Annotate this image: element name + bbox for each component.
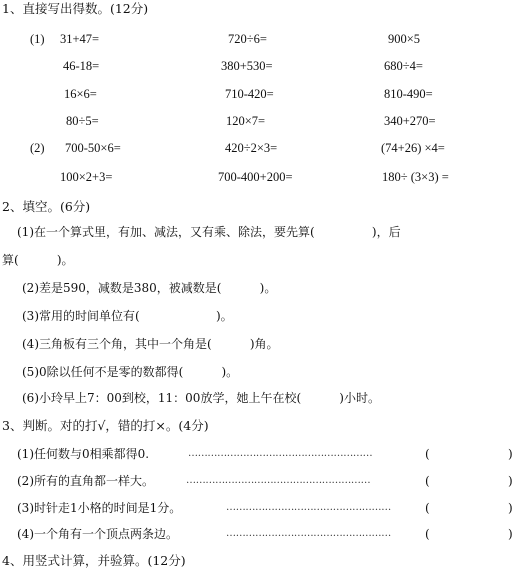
problem: 120×7= — [226, 114, 266, 128]
problem: 180÷ (3×3) = — [382, 170, 449, 184]
judge-bracket-open: ( — [425, 527, 430, 541]
part-2-label: (2) — [30, 141, 45, 155]
problem: (74+26) ×4= — [381, 141, 445, 155]
problem: 80÷5= — [66, 114, 99, 128]
fill-question-4: (4)三角板有三个角，其中一个角是( )角。 — [22, 337, 279, 351]
judge-bracket-close: ) — [508, 447, 513, 461]
judge-bracket-open: ( — [425, 501, 430, 515]
judge-bracket-close: ) — [508, 527, 513, 541]
problem: 46-18= — [63, 59, 100, 73]
problem: 31+47= — [60, 32, 100, 46]
judge-item-text: (1)任何数与0相乘都得0. — [17, 447, 150, 461]
leader-dots: …………………………………………… — [226, 528, 391, 539]
problem: 380+530= — [221, 59, 273, 73]
problem: 16×6= — [64, 87, 97, 101]
problem: 720÷6= — [228, 32, 267, 46]
fill-question-6: (6)小玲早上7：00到校，11：00放学，她上午在校( )小时。 — [22, 391, 380, 405]
section-3-heading: 3、判断。对的打√，错的打×。(4分) — [2, 418, 209, 433]
problem: 700-50×6= — [65, 141, 121, 155]
fill-question-5: (5)0除以任何不是零的数都得( )。 — [22, 365, 239, 379]
problem: 900×5 — [388, 32, 421, 46]
problem: 420÷2×3= — [225, 141, 278, 155]
part-1-label: (1) — [30, 32, 45, 46]
leader-dots: ………………………………………………… — [188, 448, 373, 459]
leader-dots: …………………………………………… — [226, 502, 391, 513]
judge-item-text: (4)一个角有一个顶点两条边。 — [17, 527, 178, 541]
judge-item-text: (3)时针走1小格的时间是1分。 — [17, 501, 182, 515]
fill-question-1: (1)在一个算式里，有加、减法，又有乘、除法，要先算( )，后 — [17, 225, 401, 239]
problem: 340+270= — [384, 114, 436, 128]
fill-question-3: (3)常用的时间单位有( )。 — [22, 309, 233, 323]
problem: 710-420= — [225, 87, 274, 101]
judge-bracket-open: ( — [425, 474, 430, 488]
fill-question-2: (2)差是590，减数是380，被减数是( )。 — [22, 281, 277, 295]
judge-bracket-close: ) — [508, 501, 513, 515]
judge-bracket-close: ) — [508, 474, 513, 488]
section-2-heading: 2、填空。(6分) — [2, 199, 91, 214]
section-1-heading: 1、直接写出得数。(12分) — [2, 1, 149, 16]
judge-item-text: (2)所有的直角都一样大。 — [17, 474, 154, 488]
fill-question-1-cont: 算( )。 — [2, 253, 74, 267]
leader-dots: ………………………………………………… — [186, 475, 371, 486]
judge-bracket-open: ( — [425, 447, 430, 461]
problem: 100×2+3= — [60, 170, 113, 184]
problem: 810-490= — [384, 87, 433, 101]
section-4-heading: 4、用竖式计算，并验算。(12分) — [2, 553, 186, 568]
problem: 680÷4= — [384, 59, 423, 73]
problem: 700-400+200= — [218, 170, 293, 184]
